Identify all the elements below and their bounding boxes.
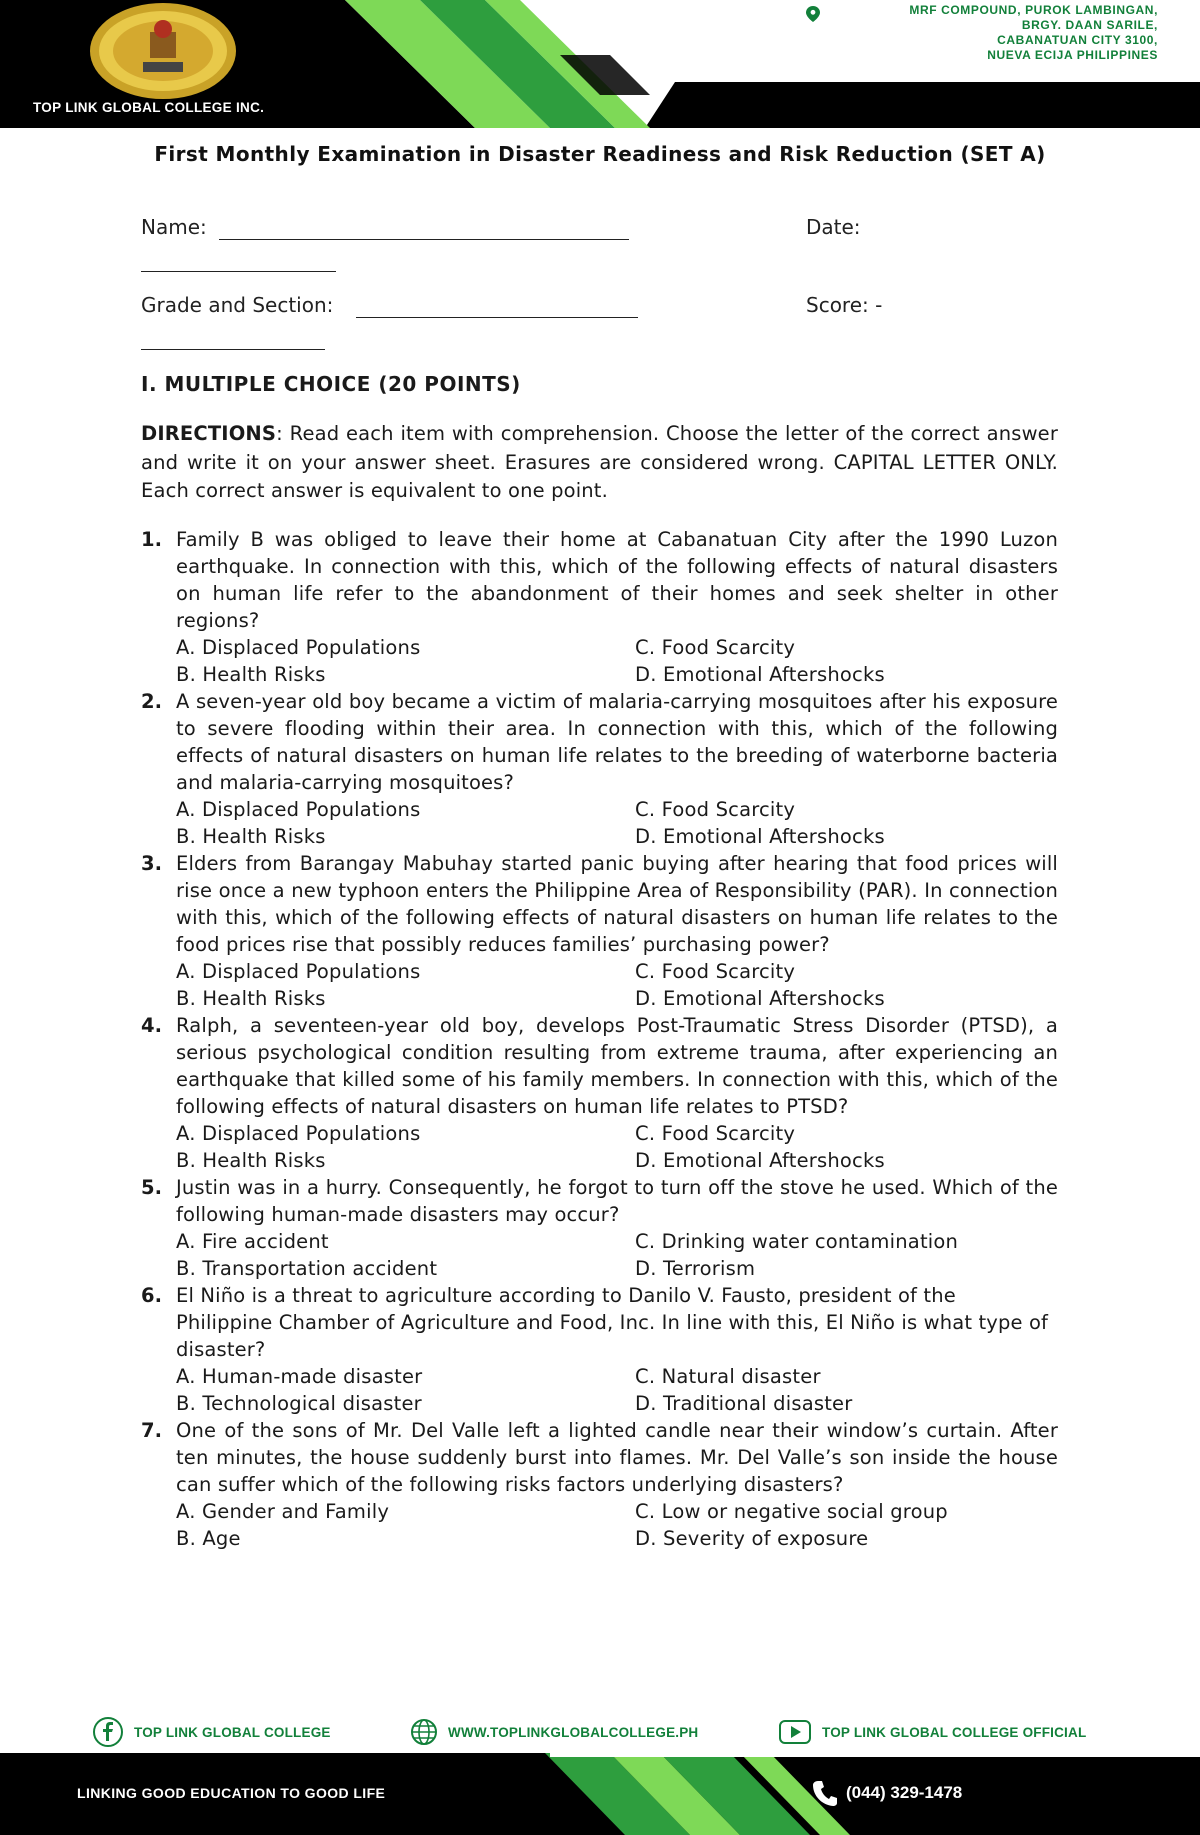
answer-option[interactable]: D. Traditional disaster — [635, 1392, 853, 1415]
youtube-play-icon — [778, 1719, 812, 1745]
answer-option[interactable]: C. Low or negative social group — [635, 1500, 948, 1523]
question-item — [141, 1417, 1061, 1552]
answer-option[interactable]: C. Drinking water contamination — [635, 1230, 959, 1253]
section-heading: I. MULTIPLE CHOICE (20 POINTS) — [141, 372, 521, 396]
question-text: Justin was in a hurry. Consequently, he forgot to turn off the stove he used. Which of the following human-made disasters may occur? — [176, 1176, 1058, 1226]
question-item — [141, 1282, 1061, 1417]
question-item — [141, 688, 1061, 850]
facebook-link[interactable] — [92, 1712, 331, 1752]
question-text: Elders from Barangay Mabuhay started panic buying after hearing that food prices will rise once a new typhoon enters the Philippine Area of Responsibility (PAR). In connection with this, which of the following effects of natural disasters on human life relates to the food prices rise that possibly reduces families’ purchasing power? — [176, 852, 1058, 956]
name-field[interactable] — [219, 239, 629, 240]
question-list — [141, 526, 1061, 1552]
question-number: 4. — [141, 1014, 162, 1037]
answer-option[interactable]: C. Food Scarcity — [635, 636, 796, 659]
grade-section-label: Grade and Section: — [141, 293, 334, 317]
question-number: 3. — [141, 852, 162, 875]
globe-icon — [410, 1718, 438, 1746]
footer-tagline: LINKING GOOD EDUCATION TO GOOD LIFE — [77, 1785, 386, 1801]
answer-option[interactable]: B. Health Risks — [176, 1149, 326, 1172]
answer-option[interactable]: A. Displaced Populations — [176, 798, 421, 821]
address-line: CABANATUAN CITY 3100, — [997, 33, 1158, 47]
grade-score-row — [141, 293, 1061, 371]
answer-option[interactable]: B. Health Risks — [176, 663, 326, 686]
answer-option[interactable]: A. Fire accident — [176, 1230, 329, 1253]
answer-option[interactable]: D. Emotional Aftershocks — [635, 825, 885, 848]
answer-option[interactable]: C. Food Scarcity — [635, 960, 796, 983]
answer-options — [176, 1498, 1061, 1552]
answer-option[interactable]: A. Displaced Populations — [176, 636, 421, 659]
name-date-row — [141, 215, 1061, 293]
date-field[interactable] — [141, 271, 336, 272]
phone-icon — [812, 1779, 838, 1807]
answer-options — [176, 1120, 1061, 1174]
answer-option[interactable]: C. Natural disaster — [635, 1365, 821, 1388]
question-item — [141, 526, 1061, 688]
answer-option[interactable]: A. Displaced Populations — [176, 960, 421, 983]
question-number: 5. — [141, 1176, 162, 1199]
name-label: Name: — [141, 215, 207, 239]
answer-option[interactable]: B. Health Risks — [176, 987, 326, 1010]
grade-section-field[interactable] — [356, 317, 638, 318]
phone-number — [812, 1779, 962, 1807]
website-label: WWW.TOPLINKGLOBALCOLLEGE.PH — [448, 1724, 699, 1740]
answer-option[interactable]: D. Severity of exposure — [635, 1527, 869, 1550]
question-item — [141, 1174, 1061, 1282]
website-link[interactable] — [410, 1712, 698, 1752]
school-address — [778, 3, 1158, 63]
youtube-label: TOP LINK GLOBAL COLLEGE OFFICIAL — [822, 1724, 1087, 1740]
question-text: A seven-year old boy became a victim of malaria-carrying mosquitoes after his exposure to severe flooding within their area. In connection with this, which of the following effects of natural disasters on human life relates to the breeding of waterborne bacteria and malaria-carrying mosquitoes? — [176, 690, 1058, 794]
answer-option[interactable]: B. Technological disaster — [176, 1392, 422, 1415]
college-seal-logo — [88, 2, 238, 100]
question-number: 6. — [141, 1284, 162, 1307]
answer-option[interactable]: B. Health Risks — [176, 825, 326, 848]
answer-option[interactable]: C. Food Scarcity — [635, 1122, 796, 1145]
youtube-link[interactable] — [778, 1712, 1086, 1752]
score-field[interactable] — [141, 349, 325, 350]
answer-option[interactable]: C. Food Scarcity — [635, 798, 796, 821]
question-text: One of the sons of Mr. Del Valle left a lighted candle near their window’s curtain. After ten minutes, the house suddenly burst into flames. Mr. Del Valle’s son inside the house can suffer which of the following risks factors underlying disasters? — [176, 1419, 1058, 1496]
answer-options — [176, 1228, 1061, 1282]
letterhead-footer — [0, 1753, 1200, 1835]
exam-title: First Monthly Examination in Disaster Readiness and Risk Reduction (SET A) — [154, 142, 1046, 166]
address-line: NUEVA ECIJA PHILIPPINES — [987, 48, 1158, 62]
directions-label: DIRECTIONS — [141, 422, 277, 445]
phone-number-text: (044) 329-1478 — [846, 1783, 963, 1802]
directions-paragraph — [141, 420, 1058, 506]
answer-options — [176, 634, 1061, 688]
date-label: Date: — [806, 215, 861, 239]
answer-option[interactable]: D. Emotional Aftershocks — [635, 1149, 885, 1172]
answer-option[interactable]: A. Gender and Family — [176, 1500, 390, 1523]
score-label: Score: - — [806, 293, 883, 317]
answer-options — [176, 796, 1061, 850]
letterhead-header — [0, 0, 1200, 128]
question-text: Family B was obliged to leave their home at Cabanatuan City after the 1990 Luzon earthquake. In connection with this, which of the following effects of natural disasters on human life refer to the abandonment of their homes and seek shelter in other regions? — [176, 528, 1058, 632]
facebook-icon — [92, 1716, 124, 1748]
question-item — [141, 850, 1061, 1012]
question-text: El Niño is a threat to agriculture according to Danilo V. Fausto, president of the Philippine Chamber of Agriculture and Food, Inc. In line with this, El Niño is what type of disaster? — [176, 1284, 1049, 1361]
address-line: MRF COMPOUND, PUROK LAMBINGAN, — [909, 3, 1158, 17]
question-text: Ralph, a seventeen-year old boy, develops Post-Traumatic Stress Disorder (PTSD), a serious psychological condition resulting from extreme trauma, after experiencing an earthquake that killed some of his family members. In connection with this, which of the following effects of natural disasters on human life relates to PTSD? — [176, 1014, 1058, 1118]
answer-option[interactable]: D. Terrorism — [635, 1257, 756, 1280]
answer-option[interactable]: D. Emotional Aftershocks — [635, 663, 885, 686]
school-name: TOP LINK GLOBAL COLLEGE INC. — [33, 100, 265, 115]
directions-text: : Read each item with comprehension. Choose the letter of the correct answer and write it on your answer sheet. Erasures are considered wrong. CAPITAL LETTER ONLY. Each correct answer is equivalent to one point. — [141, 422, 1058, 502]
question-number: 1. — [141, 528, 162, 551]
answer-option[interactable]: D. Emotional Aftershocks — [635, 987, 885, 1010]
question-number: 2. — [141, 690, 162, 713]
facebook-label: TOP LINK GLOBAL COLLEGE — [134, 1724, 331, 1740]
answer-options — [176, 958, 1061, 1012]
footer-social-links — [0, 1712, 1200, 1757]
answer-option[interactable]: A. Human-made disaster — [176, 1365, 423, 1388]
student-info-fields — [141, 215, 1061, 371]
question-item — [141, 1012, 1061, 1174]
answer-options — [176, 1363, 1061, 1417]
answer-option[interactable]: B. Transportation accident — [176, 1257, 438, 1280]
answer-option[interactable]: A. Displaced Populations — [176, 1122, 421, 1145]
question-number: 7. — [141, 1419, 162, 1442]
address-line: BRGY. DAAN SARILE, — [1021, 18, 1158, 32]
answer-option[interactable]: B. Age — [176, 1527, 241, 1550]
